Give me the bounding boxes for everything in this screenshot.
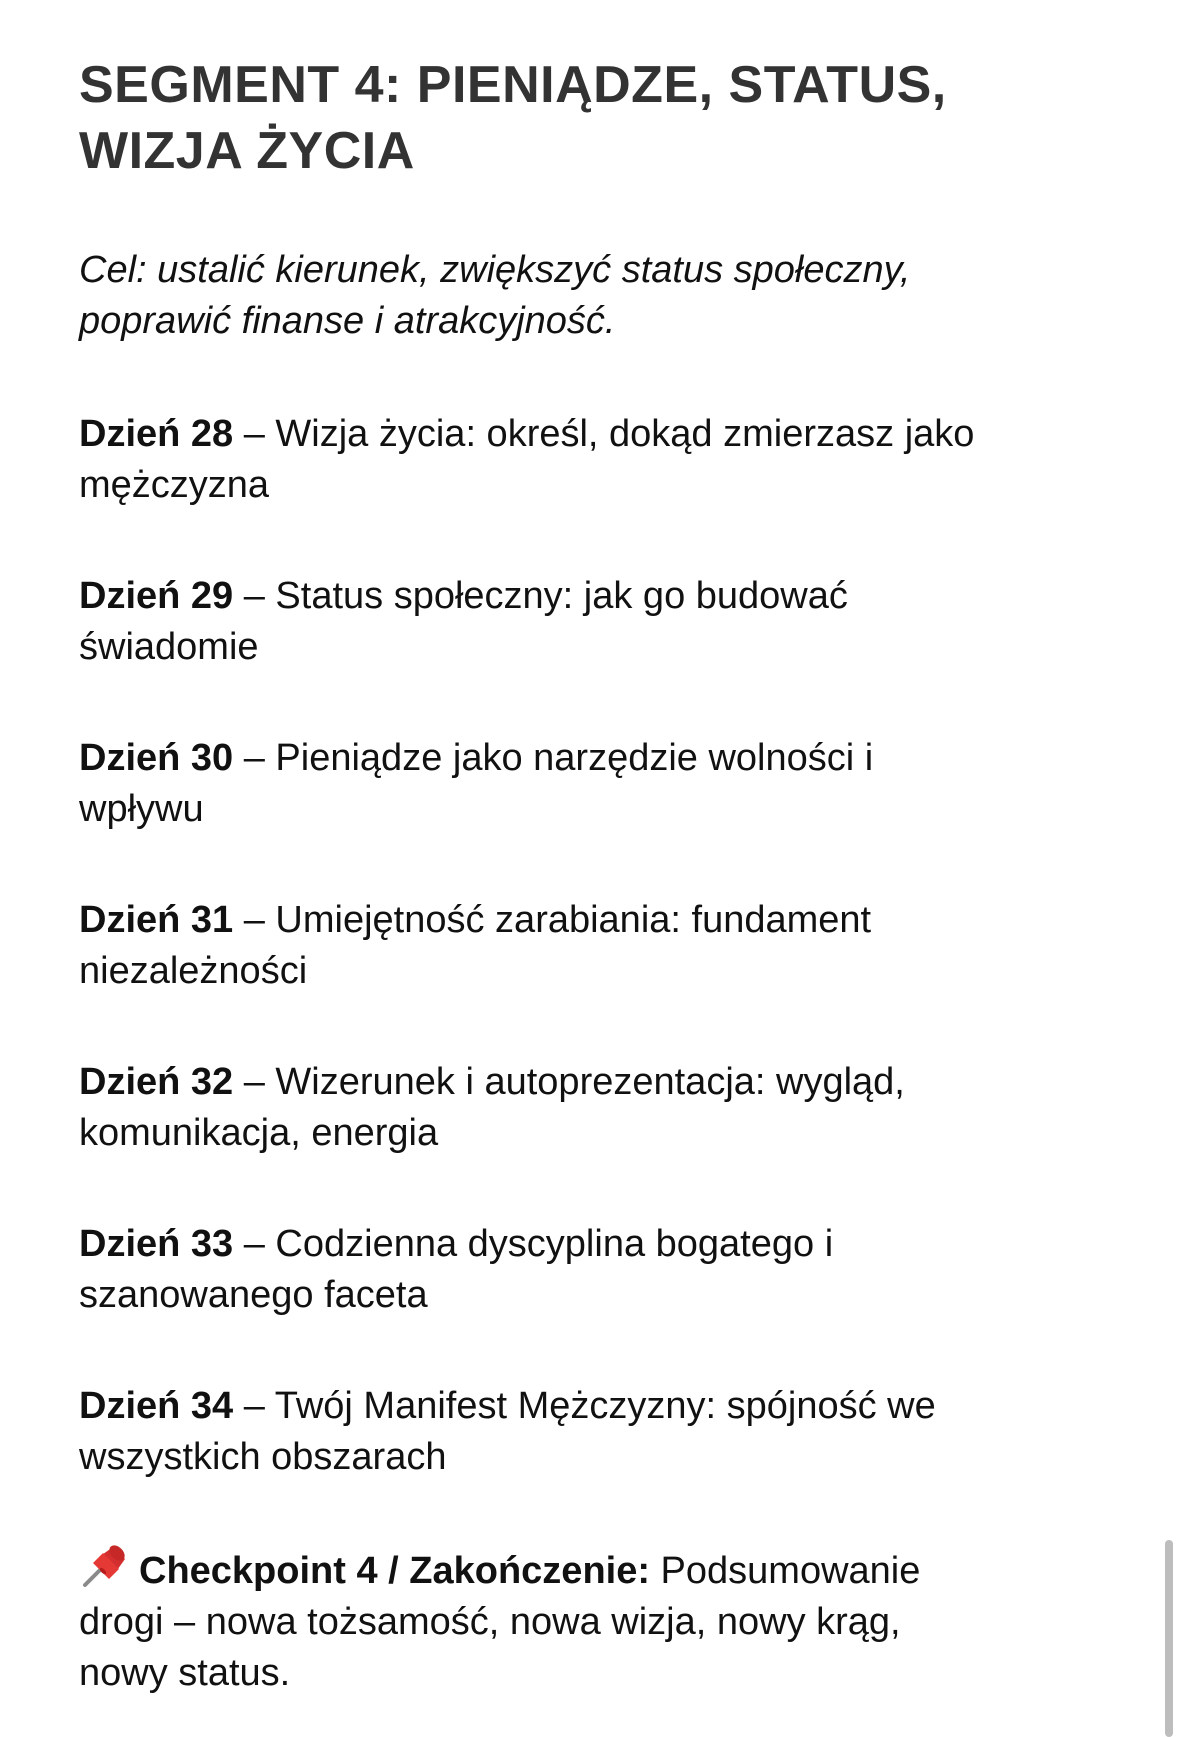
day-dash: – — [233, 737, 276, 779]
segment-heading — [79, 52, 1119, 184]
day-item-34 — [79, 1381, 1119, 1483]
day-text-line-2: mężczyzna — [79, 464, 270, 506]
day-text-line-2: niezależności — [79, 950, 308, 992]
segment-goal — [79, 245, 1119, 347]
day-text-line-2: świadomie — [79, 626, 259, 668]
segment-heading-line-1: SEGMENT 4: PIENIĄDZE, STATUS, — [79, 56, 947, 114]
vertical-scrollbar[interactable] — [1165, 1540, 1173, 1737]
day-text-line-1: Codzienna dyscyplina bogatego i — [275, 1223, 834, 1265]
article-content — [79, 52, 1119, 1694]
day-dash: – — [233, 899, 276, 941]
day-label: Dzień 32 — [79, 1061, 234, 1103]
day-item-32 — [79, 1057, 1119, 1159]
day-label: Dzień 30 — [79, 737, 234, 779]
day-dash: – — [233, 575, 276, 617]
day-text-line-1: Wizja życia: określ, dokąd zmierzasz jako — [275, 413, 975, 455]
segment-heading-line-2: WIZJA ŻYCIA — [79, 122, 415, 180]
segment-goal-line-2: poprawić finanse i atrakcyjność. — [79, 300, 616, 342]
day-text-line-2: wpływu — [79, 788, 204, 830]
day-label: Dzień 28 — [79, 413, 234, 455]
day-dash: – — [233, 1061, 276, 1103]
day-item-29 — [79, 571, 1119, 673]
day-text-line-2: wszystkich obszarach — [79, 1436, 447, 1478]
pushpin-icon — [79, 1543, 131, 1589]
day-text-line-2: szanowanego faceta — [79, 1274, 428, 1316]
checkpoint-summary — [79, 1543, 1119, 1699]
segment-goal-line-1: Cel: ustalić kierunek, zwiększyć status społeczny, — [79, 249, 911, 291]
day-dash: – — [233, 1223, 276, 1265]
day-label: Dzień 33 — [79, 1223, 234, 1265]
day-text-line-1: Pieniądze jako narzędzie wolności i — [275, 737, 874, 779]
day-dash: – — [233, 413, 276, 455]
day-label: Dzień 31 — [79, 899, 234, 941]
day-item-30 — [79, 733, 1119, 835]
checkpoint-label: Checkpoint 4 / Zakończenie: — [139, 1550, 650, 1592]
checkpoint-text-line-1: Podsumowanie — [650, 1550, 921, 1592]
day-item-33 — [79, 1219, 1119, 1321]
day-text-line-2: komunikacja, energia — [79, 1112, 439, 1154]
day-dash: – — [233, 1385, 275, 1427]
day-text-line-1: Status społeczny: jak go budować — [275, 575, 848, 617]
day-text-line-1: Umiejętność zarabiania: fundament — [275, 899, 872, 941]
day-text-line-1: Twój Manifest Mężczyzny: spójność we — [274, 1385, 936, 1427]
checkpoint-text-line-3: nowy status. — [79, 1652, 291, 1694]
day-item-28 — [79, 409, 1119, 511]
day-label: Dzień 34 — [79, 1385, 234, 1427]
day-item-31 — [79, 895, 1119, 997]
day-label: Dzień 29 — [79, 575, 234, 617]
day-text-line-1: Wizerunek i autoprezentacja: wygląd, — [275, 1061, 905, 1103]
checkpoint-text-line-2: drogi – nowa tożsamość, nowa wizja, nowy krąg, — [79, 1601, 901, 1643]
